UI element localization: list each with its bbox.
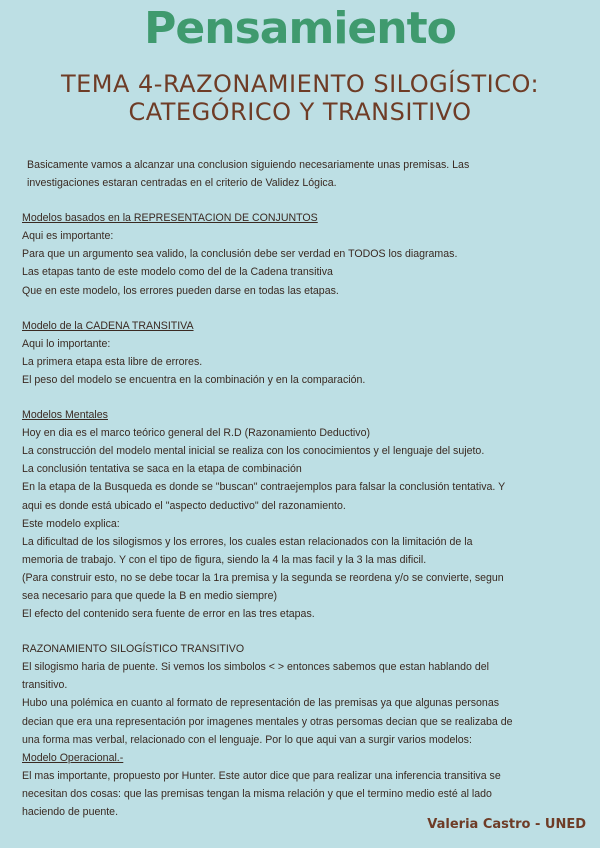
text-line: Para que un argumento sea valido, la conclusión debe ser verdad en TODOS los diagramas. [22, 248, 458, 261]
text-line: En la etapa de la Busqueda es donde se "buscan" contraejemplos para falsar la conclusión tentativa. Y [22, 481, 506, 494]
text-line: El silogismo haria de puente. Si vemos los simbolos < > entonces sabemos que estan hablando del [22, 661, 489, 674]
title-line-1: TEMA 4-RAZONAMIENTO SILOGÍSTICO: [60, 70, 540, 98]
text-line: transitivo. [22, 679, 68, 692]
page-title [0, 70, 600, 126]
text-line: La dificultad de los silogismos y los errores, los cuales estan relacionados con la limitación de la [22, 535, 473, 548]
intro-line: Basicamente vamos a alcanzar una conclusion siguiendo necesariamente unas premisas. Las [27, 159, 470, 171]
section-heading: Modelos Mentales [22, 409, 108, 422]
text-line: Hubo una polémica en cuanto al formato de representación de las premisas ya que algunas personas [22, 697, 500, 710]
text-line: aqui es donde está ubicado el "aspecto deductivo" del razonamiento. [22, 499, 346, 512]
text-line: El peso del modelo se encuentra en la combinación y en la comparación. [22, 373, 366, 386]
text-line: Este modelo explica: [22, 517, 120, 530]
text-line: sea necesario para que quede la B en medio siempre) [22, 589, 277, 602]
text-line: necesitan dos cosas: que las premisas tengan la misma relación y que el termino medio esté al lado [22, 787, 492, 800]
text-line: Aqui es importante: [22, 230, 114, 243]
text-line: una forma mas verbal, relacionado con el lenguaje. Por lo que aqui van a surgir varios modelos: [22, 733, 472, 746]
text-line: decian que era una representación por imagenes mentales y otras persomas decian que se realizaba de [22, 715, 513, 728]
text-line: Que en este modelo, los errores pueden darse en todas las etapas. [22, 284, 339, 297]
title-line-2: CATEGÓRICO Y TRANSITIVO [128, 98, 472, 126]
text-line: Las etapas tanto de este modelo como del de la Cadena transitiva [22, 266, 333, 279]
text-line: El efecto del contenido sera fuente de error en las tres etapas. [22, 608, 315, 621]
author-footer: Valeria Castro - UNED [427, 817, 586, 832]
section-heading: RAZONAMIENTO SILOGÍSTICO TRANSITIVO [22, 643, 245, 656]
text-line: haciendo de puente. [22, 806, 119, 818]
text-line: Aqui lo importante: [22, 337, 111, 350]
intro-line: investigaciones estaran centradas en el criterio de Validez Lógica. [27, 177, 337, 190]
text-line: memoria de trabajo. Y con el tipo de figura, siendo la 4 la mas facil y la 3 la mas dificil. [22, 553, 427, 566]
text-line: (Para construir esto, no se debe tocar la 1ra premisa y la segunda se reordena y/o se convierte, segun [22, 571, 504, 584]
section-heading: Modelo de la CADENA TRANSITIVA [22, 319, 194, 332]
document-body [22, 156, 580, 821]
subsection-heading: Modelo Operacional.- [22, 751, 124, 764]
section-heading: Modelos basados en la REPRESENTACION DE CONJUNTOS [22, 212, 318, 225]
text-line: Hoy en dia es el marco teórico general del R.D (Razonamiento Deductivo) [22, 427, 370, 440]
text-line: El mas importante, propuesto por Hunter. Este autor dice que para realizar una inferencia transitiva se [22, 769, 501, 782]
text-line: La primera etapa esta libre de errores. [22, 355, 203, 368]
brand-title: Pensamiento [144, 3, 456, 54]
text-line: La construcción del modelo mental inicial se realiza con los conocimientos y el lenguaje del sujeto. [22, 445, 485, 458]
text-line: La conclusión tentativa se saca en la etapa de combinación [22, 463, 302, 476]
